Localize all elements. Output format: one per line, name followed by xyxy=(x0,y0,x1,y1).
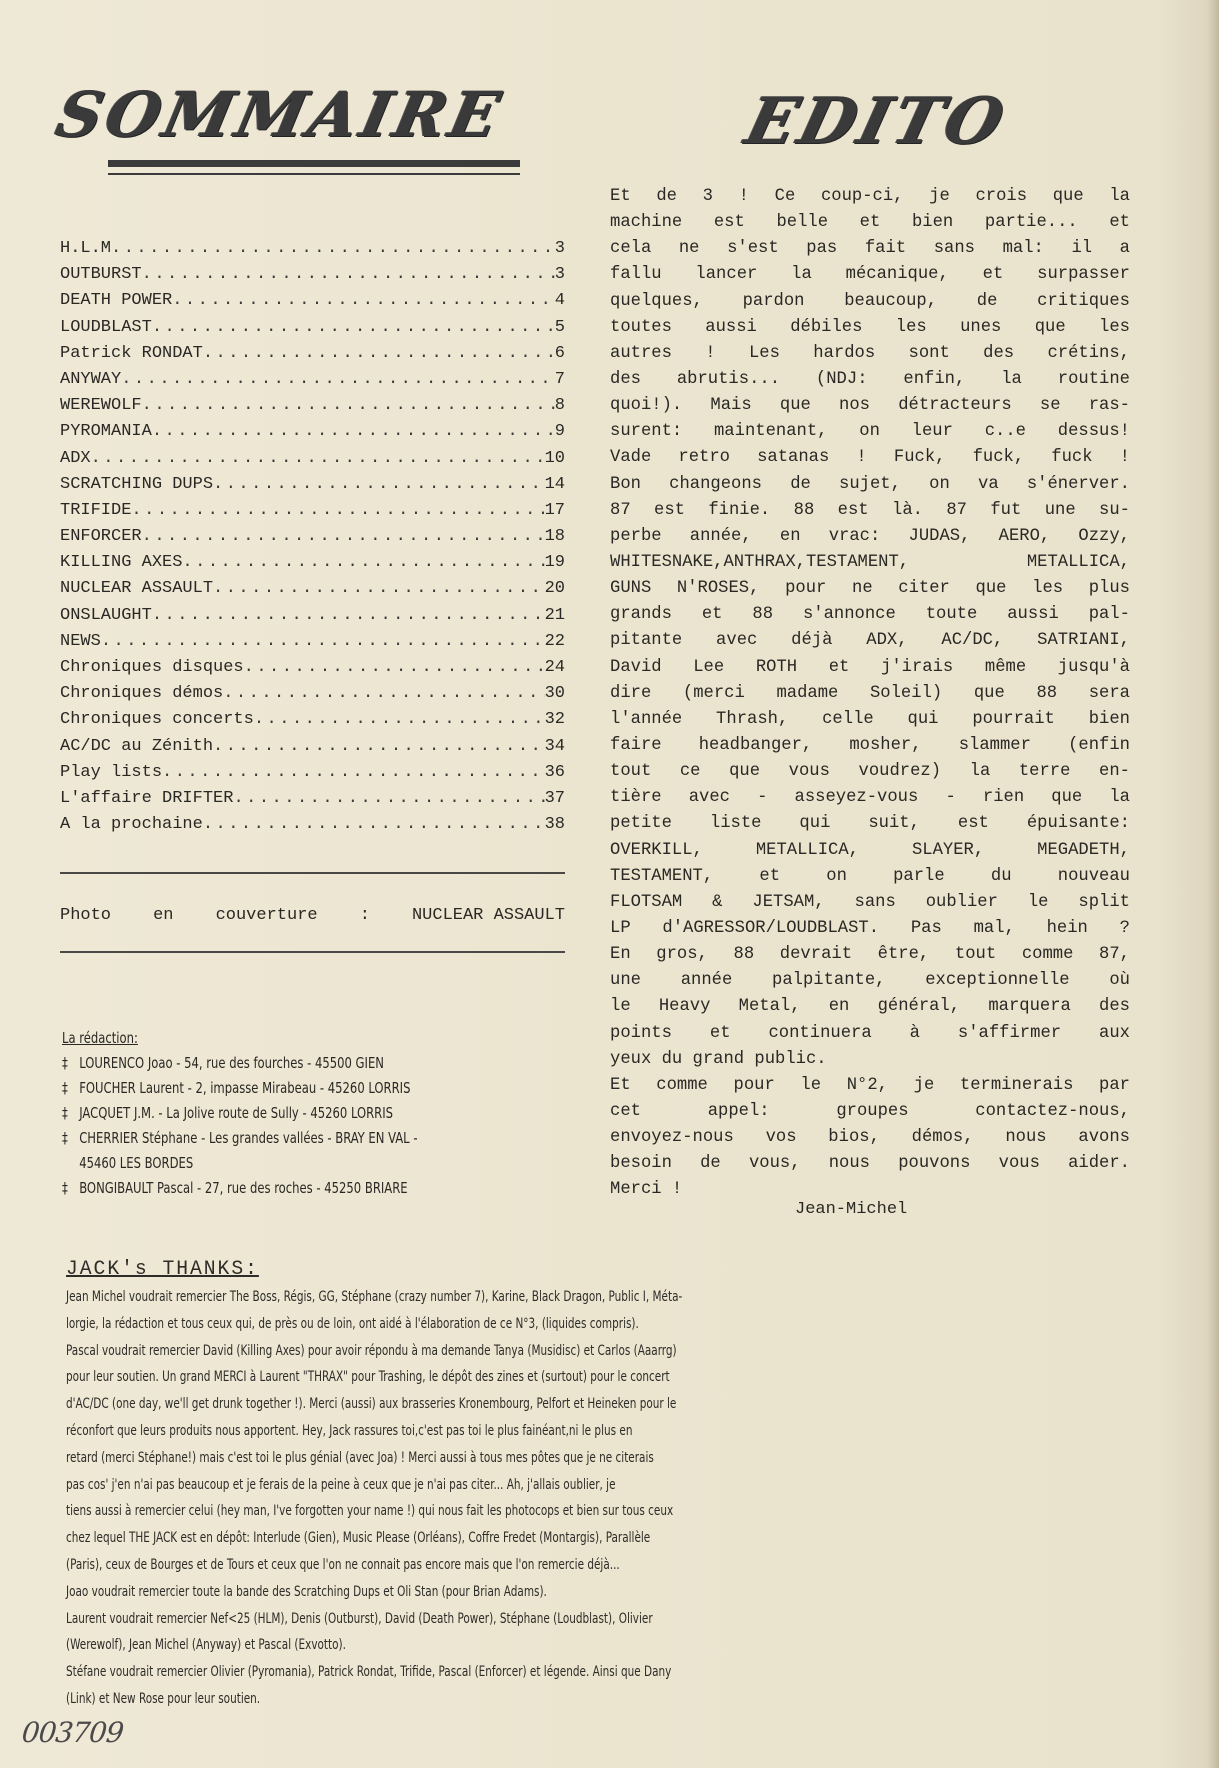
member-address: BONGIBAULT Pascal - 27, rue des roches - 45250 BRIARE xyxy=(79,1179,408,1197)
toc-entry-label: AC/DC au Zénith xyxy=(60,736,214,756)
toc-leader-dots xyxy=(213,734,545,760)
toc-entry-page: 10 xyxy=(544,448,565,468)
archive-number-handwritten: 003709 xyxy=(20,1716,125,1749)
toc-entry-label: Chroniques disques xyxy=(60,658,244,677)
edito-line: grands et 88 s'annonce toute aussi pal- xyxy=(610,605,1130,625)
toc-entry-label: KILLING AXES xyxy=(60,553,183,573)
toc-entry-page: 4 xyxy=(554,291,565,311)
edito-line: dire (merci madame Soleil) que 88 sera xyxy=(610,683,1130,703)
toc-entry xyxy=(60,524,565,550)
toc-entry xyxy=(60,734,565,760)
jacks-thanks xyxy=(66,1256,1124,1713)
toc-leader-dots xyxy=(213,472,545,498)
edito-line: surent: maintenant, on leur c..e dessus! xyxy=(610,422,1130,442)
toc-entry-page: 19 xyxy=(544,553,565,573)
edito-line: Et de 3 ! Ce coup-ci, je crois que la xyxy=(610,187,1130,206)
editorial-team-list xyxy=(62,1051,526,1201)
toc-leader-dots xyxy=(142,262,555,288)
toc-entry xyxy=(60,550,565,576)
toc-entry xyxy=(60,236,565,262)
toc-entry-page: 38 xyxy=(544,815,565,835)
thanks-line: Jean Michel voudrait remercier The Boss, Régis, GG, Stéphane (crazy number 7), Karine, Black Dragon, Public I, Méta- xyxy=(66,1289,683,1305)
edito-line: Et comme pour le N°2, je terminerais par xyxy=(610,1075,1130,1095)
editorial-team-heading: La rédaction: xyxy=(62,1029,138,1047)
toc-leader-dots xyxy=(254,707,545,733)
cover-photo-word: couverture xyxy=(215,906,318,925)
divider-top xyxy=(60,872,565,874)
toc-entry-page: 14 xyxy=(544,474,565,494)
toc-entry-label: PYROMANIA xyxy=(60,422,152,442)
toc-entry xyxy=(60,472,565,498)
toc-entry xyxy=(60,629,565,655)
edito-line: David Lee ROTH et j'irais même jusqu'à xyxy=(610,657,1130,677)
toc-entry-page: 5 xyxy=(554,317,565,337)
toc-entry-page: 7 xyxy=(554,369,565,389)
toc-leader-dots xyxy=(152,419,555,445)
thanks-line: retard (merci Stéphane!) mais c'est toi le plus génial (avec Joa) ! Merci aussi à tous mes pôtes que je ne citerais xyxy=(66,1449,654,1466)
sommaire-title-underline xyxy=(108,160,520,175)
toc-entry-page: 20 xyxy=(544,579,565,599)
toc-leader-dots xyxy=(101,629,545,655)
edito-line: WHITESNAKE,ANTHRAX,TESTAMENT, METALLICA, xyxy=(610,552,1130,572)
toc-entry xyxy=(60,707,565,733)
edito-line: le Heavy Metal, en général, marquera des xyxy=(610,997,1130,1017)
edito-line: toutes aussi débiles les unes que les xyxy=(610,317,1130,337)
thanks-line: lorgie, la rédaction et tous ceux qui, de près ou de loin, ont aidé à l'élaboration de ce N°3, (liquides compris). xyxy=(66,1315,639,1332)
edito-line: tière avec - asseyez-vous - rien que la xyxy=(610,788,1130,808)
bullet-icon: ‡ xyxy=(62,1129,68,1147)
underline-thin xyxy=(108,173,520,175)
toc-entry-page: 9 xyxy=(554,422,565,442)
toc-entry-label: ENFORCER xyxy=(60,527,142,547)
toc-leader-dots xyxy=(203,812,545,838)
table-of-contents xyxy=(60,236,565,838)
edito-line: quoi!). Mais que nos détracteurs se ras- xyxy=(610,396,1130,416)
toc-entry xyxy=(60,681,565,707)
member-address: JACQUET J.M. - La Jolive route de Sully - 45260 LORRIS xyxy=(79,1104,393,1122)
cover-photo-credit xyxy=(60,906,565,925)
toc-leader-dots xyxy=(213,576,545,602)
edito-line: cet appel: groupes contactez-nous, xyxy=(610,1101,1130,1121)
underline-thick xyxy=(108,160,520,167)
toc-entry-label: DEATH POWER xyxy=(60,291,173,311)
toc-entry-label: TRIFIDE xyxy=(60,500,132,520)
toc-entry-label: NUCLEAR ASSAULT xyxy=(60,579,214,599)
editorial-team xyxy=(62,1026,526,1201)
toc-entry xyxy=(60,760,565,786)
edito-line: TESTAMENT, et on parle du nouveau xyxy=(610,866,1130,886)
toc-entry xyxy=(60,603,565,629)
edito-line: Vade retro satanas ! Fuck, fuck, fuck ! xyxy=(610,448,1130,468)
jacks-thanks-body xyxy=(66,1284,1124,1713)
thanks-line: pour leur soutien. Un grand MERCI à Laurent "THRAX" pour Trashing, le dépôt des zines et (surtout) pour le concert xyxy=(66,1369,670,1386)
thanks-line: Laurent voudrait remercier Nef<25 (HLM), Denis (Outburst), David (Death Power), Stéphane (Loudblast), Olivier xyxy=(66,1610,653,1627)
thanks-line: Pascal voudrait remercier David (Killing Axes) pour avoir répondu à ma demande Tanya (Musidisc) et Carlos (Aaarrg) xyxy=(66,1342,677,1359)
toc-entry-page: 3 xyxy=(554,239,565,258)
bullet-icon: ‡ xyxy=(62,1179,68,1197)
toc-entry xyxy=(60,315,565,341)
toc-entry-label: H.L.M xyxy=(60,239,112,258)
member-address: CHERRIER Stéphane - Les grandes vallées - BRAY EN VAL - xyxy=(79,1129,418,1147)
toc-entry xyxy=(60,262,565,288)
toc-entry-label: ANYWAY xyxy=(60,369,122,389)
toc-leader-dots xyxy=(91,446,545,472)
edito-line: tout ce que vous voudrez) la terre en- xyxy=(610,762,1130,782)
toc-leader-dots xyxy=(233,786,544,812)
toc-leader-dots xyxy=(121,367,555,393)
edito-line: OVERKILL, METALLICA, SLAYER, MEGADETH, xyxy=(610,840,1130,860)
thanks-line: tiens aussi à remercier celui (hey man, I've forgotten your name !) qui nous fait les photocops et bien sur tous ceux xyxy=(66,1503,674,1520)
thanks-line: pas cos' j'en n'ai pas beaucoup et je ferais de la peine à ceux que je n'ai pas citer... Ah, j'allais oublier, je xyxy=(66,1476,616,1493)
toc-entry-label: L'affaire DRIFTER xyxy=(60,788,234,808)
toc-leader-dots xyxy=(182,550,544,576)
divider-bottom xyxy=(60,951,565,953)
sommaire-title: SOMMAIRE xyxy=(50,78,510,151)
cover-photo-value: NUCLEAR ASSAULT xyxy=(411,906,565,925)
edito-line: fallu lancer la mécanique, et surpasser xyxy=(610,265,1130,285)
edito-line: envoyez-nous vos bios, démos, nous avons xyxy=(610,1128,1130,1148)
toc-entry-page: 36 xyxy=(544,762,565,782)
toc-entry-label: NEWS xyxy=(60,631,101,651)
member-address: LOURENCO Joao - 54, rue des fourches - 45500 GIEN xyxy=(79,1054,384,1072)
jacks-thanks-heading: JACK's THANKS: xyxy=(66,1258,259,1281)
toc-entry xyxy=(60,393,565,419)
paper-edge-shadow xyxy=(1207,0,1219,1768)
editorial-team-member xyxy=(62,1101,526,1126)
editorial-team-member xyxy=(62,1176,526,1201)
toc-entry-page: 18 xyxy=(544,527,565,547)
toc-entry-label: Chroniques démos xyxy=(60,684,224,704)
toc-entry-label: Patrick RONDAT xyxy=(60,343,203,363)
thanks-line: Joao voudrait remercier toute la bande des Scratching Dups et Oli Stan (pour Brian Adams). xyxy=(66,1583,547,1600)
toc-entry-page: 6 xyxy=(554,343,565,363)
edito-line: perbe année, en vrac: JUDAS, AERO, Ozzy, xyxy=(610,526,1130,546)
toc-leader-dots xyxy=(172,288,555,314)
edito-line: cela ne s'est pas fait sans mal: il a xyxy=(610,239,1130,259)
thanks-line: (Paris), ceux de Bourges et de Tours et ceux que l'on ne connait pas encore mais que l'on remercie déjà... xyxy=(66,1556,620,1573)
thanks-line: (Werewolf), Jean Michel (Anyway) et Pascal (Exvotto). xyxy=(66,1637,346,1654)
toc-entry-label: WEREWOLF xyxy=(60,396,142,416)
toc-entry xyxy=(60,576,565,602)
toc-entry-page: 3 xyxy=(554,265,565,285)
toc-leader-dots xyxy=(142,524,545,550)
toc-leader-dots xyxy=(203,341,555,367)
edito-line: machine est belle et bien partie... et xyxy=(610,213,1130,233)
toc-entry xyxy=(60,341,565,367)
edito-line: 87 est finie. 88 est là. 87 fut une su- xyxy=(610,500,1130,520)
toc-entry-label: A la prochaine xyxy=(60,815,203,835)
toc-entry-page: 21 xyxy=(544,605,565,625)
member-address-continuation: 45460 LES BORDES xyxy=(79,1154,194,1172)
toc-entry xyxy=(60,498,565,524)
thanks-line: réconfort que leurs produits nous apportent. Hey, Jack rassures toi,c'est pas toi le plus fainéant,ni le plus en xyxy=(66,1422,633,1439)
toc-entry-page: 8 xyxy=(554,396,565,416)
edito-line: yeux du grand public. xyxy=(610,1049,827,1069)
toc-leader-dots xyxy=(162,760,545,786)
toc-entry-page: 22 xyxy=(544,631,565,651)
edito-body xyxy=(610,184,1130,1203)
edito-line: faire headbanger, mosher, slammer (enfin xyxy=(610,735,1130,755)
cover-photo-label: Photo xyxy=(60,906,112,925)
toc-leader-dots xyxy=(223,681,544,707)
editorial-team-member xyxy=(62,1051,526,1076)
edito-line: pitante avec déjà ADX, AC/DC, SATRIANI, xyxy=(610,631,1130,651)
toc-entry-page: 30 xyxy=(544,684,565,704)
toc-entry-label: Chroniques concerts xyxy=(60,710,254,730)
toc-entry xyxy=(60,446,565,472)
toc-leader-dots xyxy=(152,603,545,629)
cover-photo-colon: : xyxy=(359,906,370,925)
edito-line: une année palpitante, exceptionnelle où xyxy=(610,971,1130,991)
bullet-icon: ‡ xyxy=(62,1079,68,1097)
toc-entry-page: 32 xyxy=(544,710,565,730)
toc-entry xyxy=(60,786,565,812)
edito-line: l'année Thrash, celle qui pourrait bien xyxy=(610,709,1130,729)
editorial-team-member xyxy=(62,1076,526,1101)
thanks-line: d'AC/DC (one day, we'll get drunk together !). Merci (aussi) aux brasseries Kronembourg, Pelfort et Heineken pour le xyxy=(66,1396,677,1413)
toc-entry xyxy=(60,655,565,681)
toc-leader-dots xyxy=(244,655,545,681)
thanks-line: chez lequel THE JACK est en dépôt: Interlude (Gien), Music Please (Orléans), Coffre Fredet (Montargis), Parallèle xyxy=(66,1530,651,1547)
edito-line: autres ! Les hardos sont des crétins, xyxy=(610,343,1130,363)
toc-leader-dots xyxy=(131,498,544,524)
edito-title: EDITO xyxy=(738,84,1015,159)
toc-entry xyxy=(60,419,565,445)
toc-leader-dots xyxy=(152,315,555,341)
bullet-icon: ‡ xyxy=(62,1104,68,1122)
toc-entry-label: OUTBURST xyxy=(60,265,142,285)
edito-line: des abrutis... (NDJ: enfin, la routine xyxy=(610,369,1130,389)
edito-line: Merci ! xyxy=(610,1180,683,1200)
edito-line: besoin de vous, nous pouvons vous aider. xyxy=(610,1154,1130,1174)
edito-line: Bon changeons de sujet, on va s'énerver. xyxy=(610,474,1130,494)
toc-entry xyxy=(60,367,565,393)
toc-entry-label: LOUDBLAST xyxy=(60,317,152,337)
edito-line: FLOTSAM & JETSAM, sans oublier le split xyxy=(610,892,1130,912)
bullet-icon: ‡ xyxy=(62,1054,68,1072)
edito-signature: Jean-Michel xyxy=(795,1200,908,1219)
toc-entry-label: Play lists xyxy=(60,762,163,782)
edito-line: points et continuera à s'affirmer aux xyxy=(610,1023,1130,1043)
toc-entry-page: 17 xyxy=(544,500,565,520)
toc-entry-label: ONSLAUGHT xyxy=(60,605,152,625)
thanks-line: Stéfane voudrait remercier Olivier (Pyromania), Patrick Rondat, Trifide, Pascal (Enforcer) et légende. Ainsi que Dany xyxy=(66,1664,672,1681)
toc-entry-label: ADX xyxy=(60,448,91,468)
toc-leader-dots xyxy=(142,393,555,419)
edito-line: LP d'AGRESSOR/LOUDBLAST. Pas mal, hein ? xyxy=(610,918,1130,938)
editorial-team-member xyxy=(62,1126,526,1151)
toc-leader-dots xyxy=(111,236,555,262)
cover-photo-en: en xyxy=(153,906,174,925)
edito-line: GUNS N'ROSES, pour ne citer que les plus xyxy=(610,579,1130,599)
toc-entry-label: SCRATCHING DUPS xyxy=(60,474,214,494)
toc-entry xyxy=(60,288,565,314)
thanks-line: (Link) et New Rose pour leur soutien. xyxy=(66,1690,261,1707)
toc-entry-page: 34 xyxy=(544,736,565,756)
toc-entry-page: 37 xyxy=(544,788,565,808)
edito-line: quelques, pardon beaucoup, de critiques xyxy=(610,291,1130,311)
edito-line: petite liste qui suit, est épuisante: xyxy=(610,814,1130,834)
toc-entry xyxy=(60,812,565,838)
member-address: FOUCHER Laurent - 2, impasse Mirabeau - 45260 LORRIS xyxy=(79,1079,411,1097)
toc-entry-page: 24 xyxy=(544,658,565,677)
edito-line: En gros, 88 devrait être, tout comme 87, xyxy=(610,945,1130,965)
